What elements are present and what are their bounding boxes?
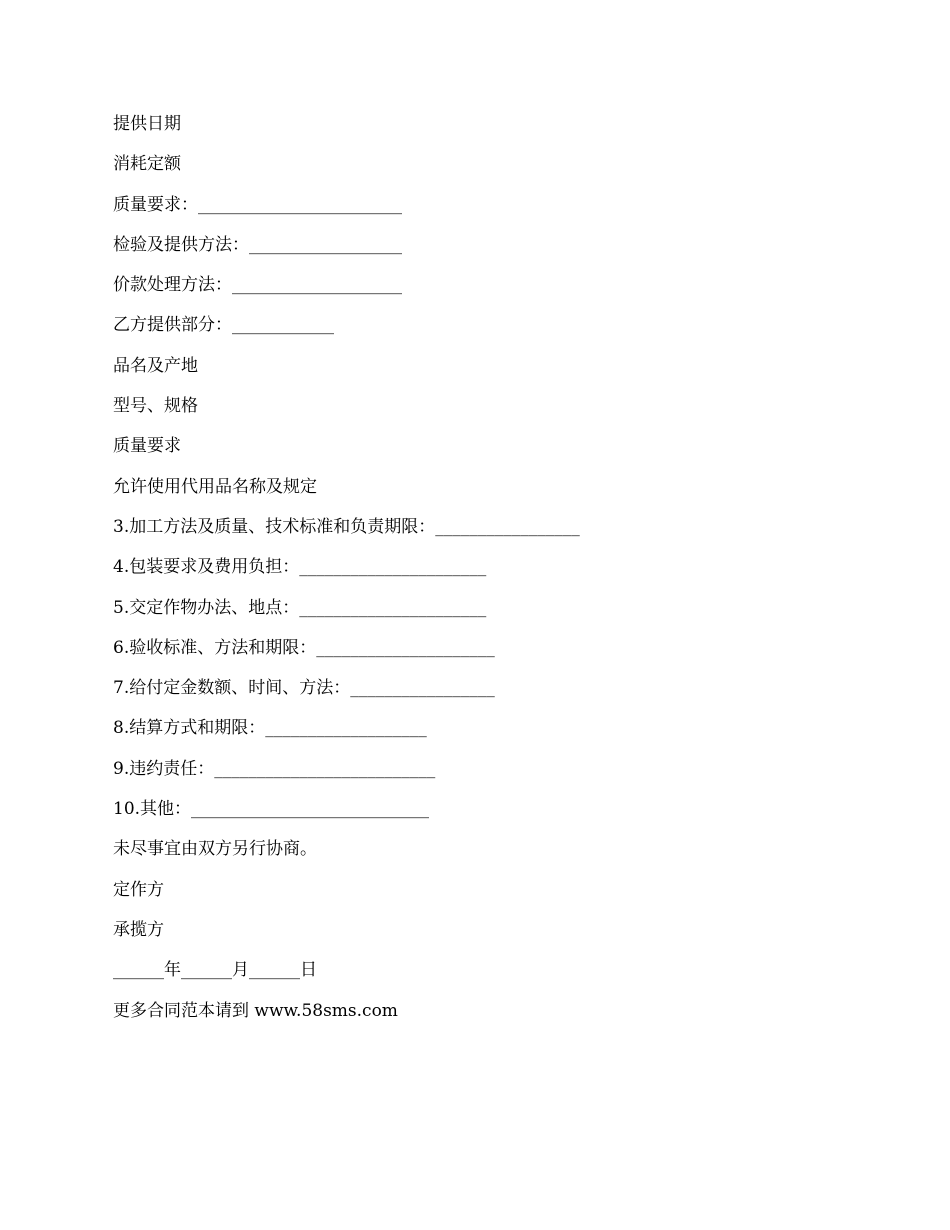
ordering-party-label: 定作方: [113, 879, 164, 900]
clause-10-other: 10.其他：____________________________: [113, 799, 430, 820]
inspection-method-field: 检验及提供方法：__________________: [113, 234, 402, 255]
clause-4-packaging: 4.包装要求及费用负担：______________________: [113, 557, 487, 578]
price-handling-field: 价款处理方法：____________________: [113, 275, 402, 296]
product-origin-label: 品名及产地: [113, 355, 198, 376]
model-spec-label: 型号、规格: [113, 396, 198, 417]
substitute-items-label: 允许使用代用品名称及规定: [113, 476, 317, 497]
clause-7-deposit: 7.给付定金数额、时间、方法：_________________: [113, 678, 495, 699]
quality-requirement-field: 质量要求：________________________: [113, 194, 402, 215]
footer-source-note: 更多合同范本请到 www.58sms.com: [113, 1000, 398, 1021]
consumption-quota-label: 消耗定额: [113, 154, 181, 175]
quality-requirement-label: 质量要求: [113, 436, 181, 457]
contract-text: [113, 112, 873, 1023]
clause-6-acceptance: 6.验收标准、方法和期限：_____________________: [113, 637, 495, 658]
contractor-label: 承揽方: [113, 919, 164, 940]
clause-9-liability: 9.违约责任：__________________________: [113, 758, 436, 779]
clause-8-settlement: 8.结算方式和期限：___________________: [113, 718, 427, 739]
party-b-supply-field: 乙方提供部分：____________: [113, 315, 334, 336]
negotiation-note: 未尽事宜由双方另行协商。: [113, 839, 317, 860]
date-field: ______年______月______日: [113, 960, 317, 981]
clause-5-delivery: 5.交定作物办法、地点：______________________: [113, 597, 487, 618]
provide-date-label: 提供日期: [113, 114, 181, 134]
clause-3-processing: 3.加工方法及质量、技术标准和负责期限：_________________: [113, 516, 580, 537]
